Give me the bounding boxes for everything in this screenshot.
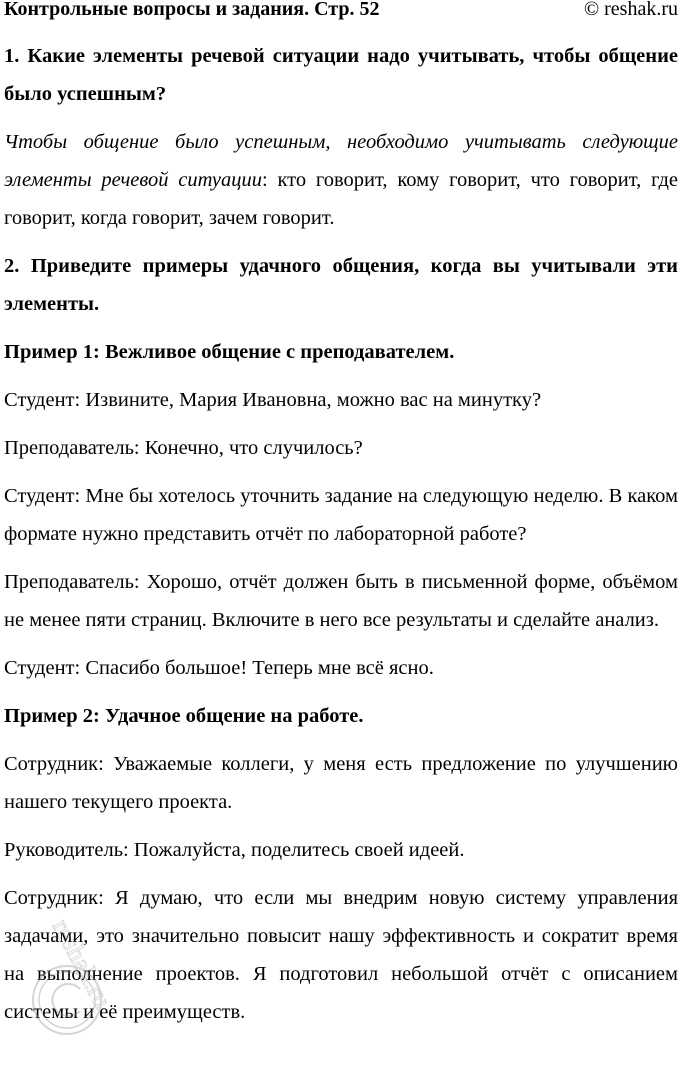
dialogue-line: Преподаватель: Хорошо, отчёт должен быть в письменной форме, объёмом не менее пяти страниц. Включите в него все результаты и сделайте анализ. [4, 571, 678, 631]
dialogue-line: Сотрудник: Я думаю, что если мы внедрим новую систему управления задачами, это значительно повысит нашу эффективность и сократит время на выполнение проектов. Я подготовил небольшой отчёт с описанием системы и её преимуществ. [4, 887, 678, 1023]
question-2: 2. Приведите примеры удачного общения, когда вы учитывали эти элементы. [4, 255, 678, 315]
watermark-text: reshak.ru [46, 914, 118, 1013]
example-2-title: Пример 2: Удачное общение на работе. [4, 705, 364, 727]
dialogue-line: Сотрудник: Уважаемые коллеги, у меня есть предложение по улучшению нашего текущего проекта. [4, 753, 678, 813]
dialogue-line: Студент: Мне бы хотелось уточнить задание на следующую неделю. В каком формате нужно представить отчёт по лабораторной работе? [4, 485, 678, 545]
answer-1 [4, 123, 678, 237]
answer-1-italic: Чтобы общение было успешным, необходимо учитывать следующие элементы речевой ситуации [4, 131, 678, 191]
document-page [4, 0, 678, 1031]
example-1-title: Пример 1: Вежливое общение с преподавателем. [4, 341, 455, 363]
dialogue-line: Преподаватель: Конечно, что случилось? [4, 437, 363, 459]
page-header [4, 0, 678, 20]
answer-1-rest: : кто говорит, кому говорит, что говорит, где говорит, когда говорит, зачем говорит. [4, 169, 678, 229]
dialogue-line: Руководитель: Пожалуйста, поделитесь своей идеей. [4, 839, 465, 861]
dialogue-line: Студент: Извините, Мария Ивановна, можно вас на минутку? [4, 389, 542, 411]
dialogue-line: Студент: Спасибо большое! Теперь мне всё ясно. [4, 657, 434, 679]
site-credit: © reshak.ru [583, 0, 678, 20]
page-title: Контрольные вопросы и задания. Стр. 52 [4, 0, 380, 20]
question-1: 1. Какие элементы речевой ситуации надо учитывать, чтобы общение было успешным? [4, 45, 678, 105]
